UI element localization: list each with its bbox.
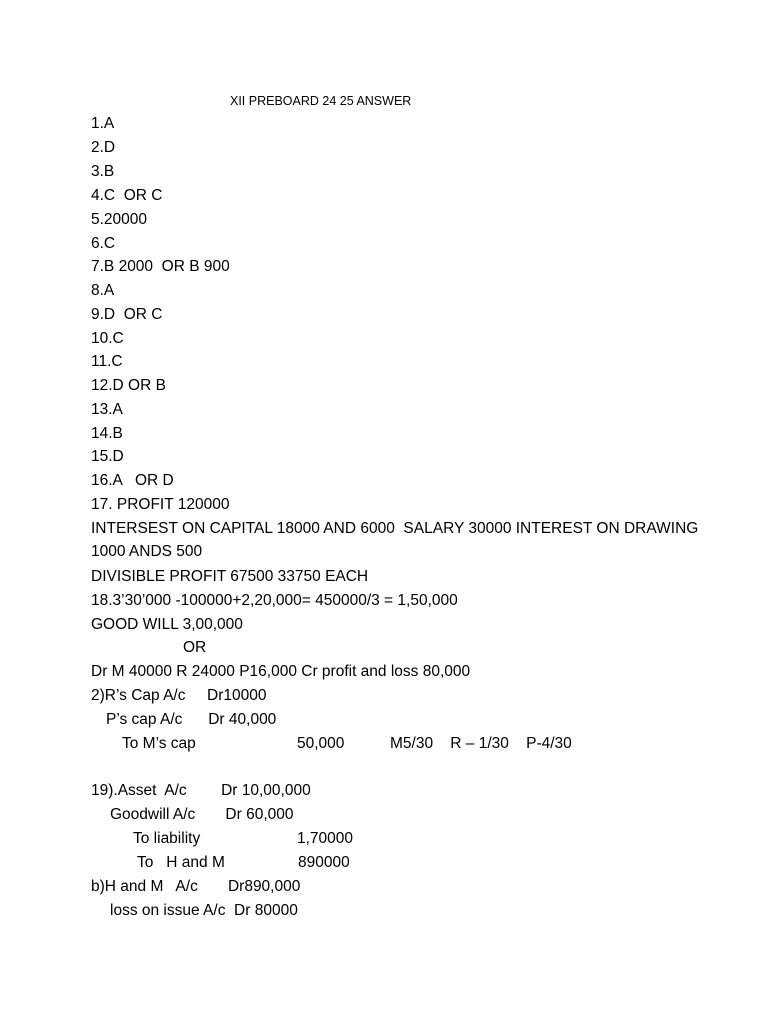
journal-to-m-cap: To M’s cap	[122, 735, 196, 752]
adjustment-entry-line: Dr M 40000 R 24000 P16,000 Cr profit and loss 80,000	[91, 663, 471, 680]
answer-line-17: 17. PROFIT 120000	[91, 496, 230, 513]
answer-line-18: 18.3’30’000 -100000+2,20,000= 450000/3 = 1,50,000	[91, 592, 458, 609]
journal-r-cap-line: 2)R’s Cap A/c Dr10000	[91, 687, 267, 704]
or-separator: OR	[183, 639, 207, 656]
answer-line-11: 11.C	[91, 353, 123, 370]
answer-line-14: 14.B	[91, 425, 123, 442]
sacrifice-ratio: M5/30 R – 1/30 P-4/30	[390, 735, 572, 752]
goodwill-line: GOOD WILL 3,00,000	[91, 616, 243, 633]
to-liability-label: To liability	[133, 830, 201, 847]
answer-line-15: 15.D	[91, 448, 124, 465]
answer-line-13: 13.A	[91, 401, 123, 418]
answer-line-6: 6.C	[91, 235, 116, 252]
answer-line-4: 4.C OR C	[91, 187, 163, 204]
answer-line-5: 5.20000	[91, 211, 148, 228]
loss-on-issue-line: loss on issue A/c Dr 80000	[110, 902, 298, 919]
interest-line-continued: 1000 ANDS 500	[91, 543, 203, 560]
divisible-profit-line: DIVISIBLE PROFIT 67500 33750 EACH	[91, 568, 369, 585]
journal-to-m-cap-amount: 50,000	[297, 735, 345, 752]
answer-line-1: 1.A	[91, 115, 115, 132]
document-title: XII PREBOARD 24 25 ANSWER	[230, 94, 412, 108]
goodwill-debit-line: Goodwill A/c Dr 60,000	[110, 806, 294, 823]
answer-line-8: 8.A	[91, 282, 115, 299]
answer-line-3: 3.B	[91, 163, 115, 180]
answer-line-16: 16.A OR D	[91, 472, 174, 489]
to-liability-amount: 1,70000	[297, 830, 354, 847]
answer-line-9: 9.D OR C	[91, 306, 163, 323]
answer-line-7: 7.B 2000 OR B 900	[91, 258, 230, 275]
to-h-and-m-label: To H and M	[137, 854, 225, 871]
answer-line-2: 2.D	[91, 139, 116, 156]
part-b-line: b)H and M A/c Dr890,000	[91, 878, 301, 895]
to-h-and-m-amount: 890000	[298, 854, 350, 871]
interest-line: INTERSEST ON CAPITAL 18000 AND 6000 SALARY 30000 INTEREST ON DRAWING	[91, 520, 699, 537]
answer-line-12: 12.D OR B	[91, 377, 166, 394]
answer-line-19: 19).Asset A/c Dr 10,00,000	[91, 782, 311, 799]
journal-p-cap-line: P’s cap A/c Dr 40,000	[106, 711, 277, 728]
answer-line-10: 10.C	[91, 330, 124, 347]
